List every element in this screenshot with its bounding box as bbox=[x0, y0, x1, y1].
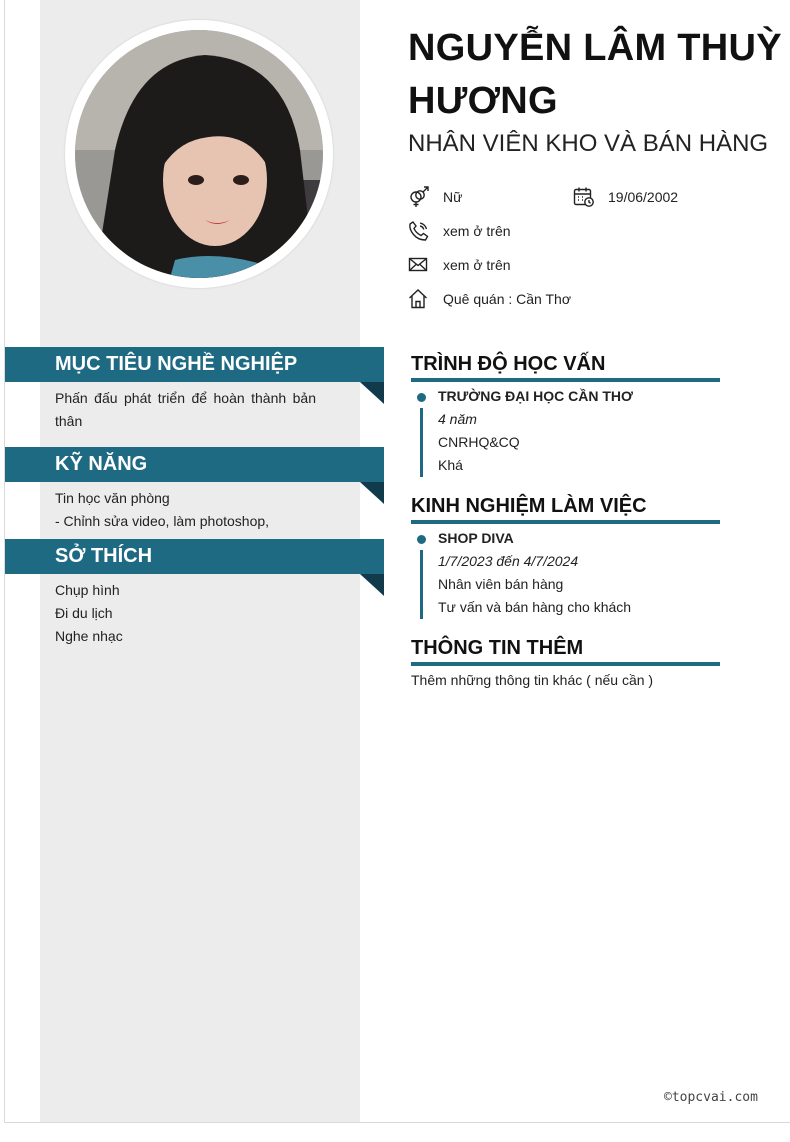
additional-text: Thêm những thông tin khác ( nếu cần ) bbox=[411, 672, 654, 688]
education-entry bbox=[411, 385, 720, 480]
objective-text: Phấn đấu phát triển để hoàn thành bản thân bbox=[55, 390, 316, 429]
objective-heading-fold bbox=[360, 382, 384, 404]
skills-heading-fold bbox=[360, 482, 384, 504]
timeline-line bbox=[420, 550, 423, 619]
phone-icon bbox=[408, 220, 430, 242]
gender-value: Nữ bbox=[443, 189, 463, 205]
education-heading: TRÌNH ĐỘ HỌC VẤN bbox=[411, 351, 720, 382]
email-value: xem ở trên bbox=[443, 257, 511, 273]
hometown-value: Quê quán : Cần Thơ bbox=[443, 291, 572, 307]
school-name: TRƯỜNG ĐẠI HỌC CẦN THƠ bbox=[438, 388, 633, 404]
timeline-line bbox=[420, 408, 423, 477]
birthday-value: 19/06/2002 bbox=[608, 189, 679, 205]
additional-heading: THÔNG TIN THÊM bbox=[411, 635, 720, 666]
calendar-icon bbox=[573, 186, 595, 208]
hobby-item: Chụp hình bbox=[55, 582, 120, 598]
email-icon bbox=[408, 254, 430, 276]
study-major: CNRHQ&CQ bbox=[438, 434, 520, 450]
study-grade: Khá bbox=[438, 457, 463, 473]
objective-heading: MỤC TIÊU NGHỀ NGHIỆP bbox=[5, 347, 384, 382]
timeline-dot bbox=[417, 535, 426, 544]
skills-heading: KỸ NĂNG bbox=[5, 447, 384, 482]
company-name: SHOP DIVA bbox=[438, 530, 514, 546]
phone-value: xem ở trên bbox=[443, 223, 511, 239]
skill-item: - Chỉnh sửa video, làm photoshop, bbox=[55, 513, 270, 529]
skill-item: Tin học văn phòng bbox=[55, 490, 170, 506]
hobbies-heading-fold bbox=[360, 574, 384, 596]
home-icon bbox=[408, 288, 430, 310]
job-title: NHÂN VIÊN KHO VÀ BÁN HÀNG bbox=[408, 130, 769, 157]
hobbies-list bbox=[55, 579, 316, 648]
work-position: Nhân viên bán hàng bbox=[438, 576, 564, 592]
experience-heading: KINH NGHIỆM LÀM VIỆC bbox=[411, 493, 720, 524]
hobbies-heading: SỞ THÍCH bbox=[5, 539, 384, 574]
experience-entry bbox=[411, 527, 720, 622]
timeline-dot bbox=[417, 393, 426, 402]
profile-photo bbox=[75, 30, 323, 278]
profile-photo-frame bbox=[65, 20, 333, 288]
hobby-item: Nghe nhạc bbox=[55, 628, 123, 644]
study-duration: 4 năm bbox=[438, 411, 477, 427]
work-description: Tư vấn và bán hàng cho khách bbox=[438, 599, 632, 615]
gender-icon bbox=[408, 186, 430, 208]
work-period: 1/7/2023 đến 4/7/2024 bbox=[438, 553, 579, 569]
hobby-item: Đi du lịch bbox=[55, 605, 113, 621]
candidate-name: NGUYỄN LÂM THUỲ HƯƠNG bbox=[408, 27, 782, 122]
watermark: ©topcvai.com bbox=[664, 1090, 758, 1105]
skills-list bbox=[55, 487, 316, 533]
